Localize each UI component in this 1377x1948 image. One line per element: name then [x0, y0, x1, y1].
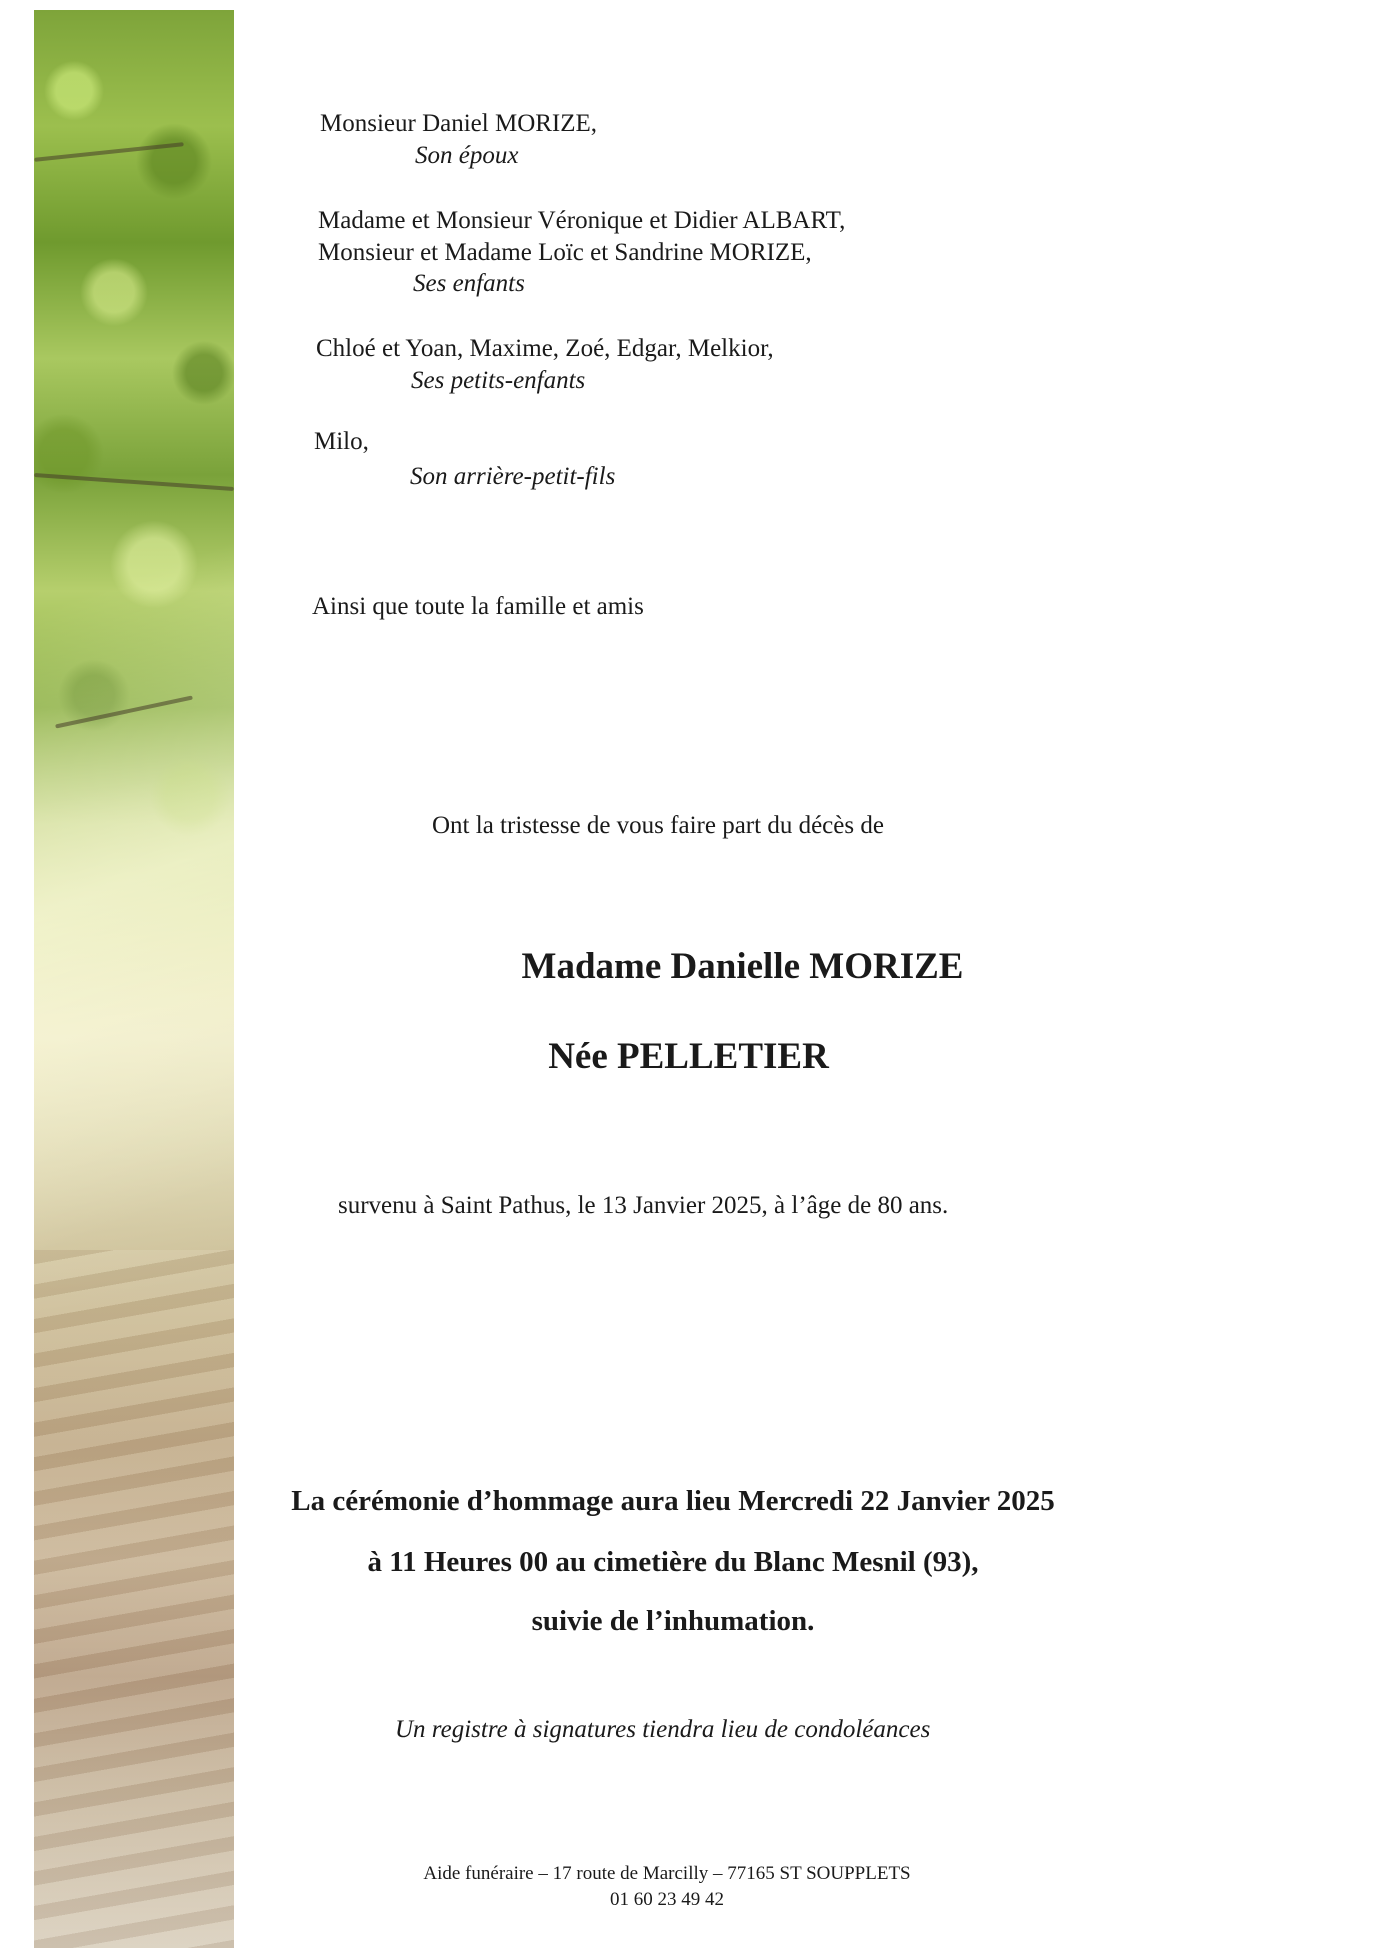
footer-phone: 01 60 23 49 42	[610, 1889, 724, 1910]
grandchildren-names: Chloé et Yoan, Maxime, Zoé, Edgar, Melkior,	[316, 335, 774, 362]
spouse-name: Monsieur Daniel MORIZE,	[320, 110, 598, 137]
others-line: Ainsi que toute la famille et amis	[312, 593, 644, 620]
ceremony-line-2: à 11 Heures 00 au cimetière du Blanc Mesnil (93),	[367, 1546, 979, 1578]
registry-note: Un registre à signatures tiendra lieu de condoléances	[395, 1716, 931, 1743]
children-role: Ses enfants	[413, 270, 525, 297]
maiden-name: Née PELLETIER	[548, 1036, 829, 1077]
great-grandchild-name: Milo,	[314, 428, 369, 455]
ceremony-line-3: suivie de l’inhumation.	[531, 1605, 815, 1637]
children-line-2: Monsieur et Madame Loïc et Sandrine MORIZE,	[318, 239, 812, 266]
deceased-name: Madame Danielle MORIZE	[521, 946, 964, 987]
spouse-role: Son époux	[415, 142, 519, 169]
ceremony-line-1: La cérémonie d’hommage aura lieu Mercredi 22 Janvier 2025	[291, 1485, 1055, 1517]
announcement-intro: Ont la tristesse de vous faire part du décès de	[432, 812, 884, 839]
children-line-1: Madame et Monsieur Véronique et Didier ALBART,	[318, 207, 846, 234]
footer-address: Aide funéraire – 17 route de Marcilly – 77165 ST SOUPPLETS	[423, 1863, 911, 1884]
grandchildren-role: Ses petits-enfants	[411, 367, 586, 394]
death-details: survenu à Saint Pathus, le 13 Janvier 2025, à l’âge de 80 ans.	[338, 1192, 949, 1219]
great-grandchild-role: Son arrière-petit-fils	[410, 463, 616, 490]
